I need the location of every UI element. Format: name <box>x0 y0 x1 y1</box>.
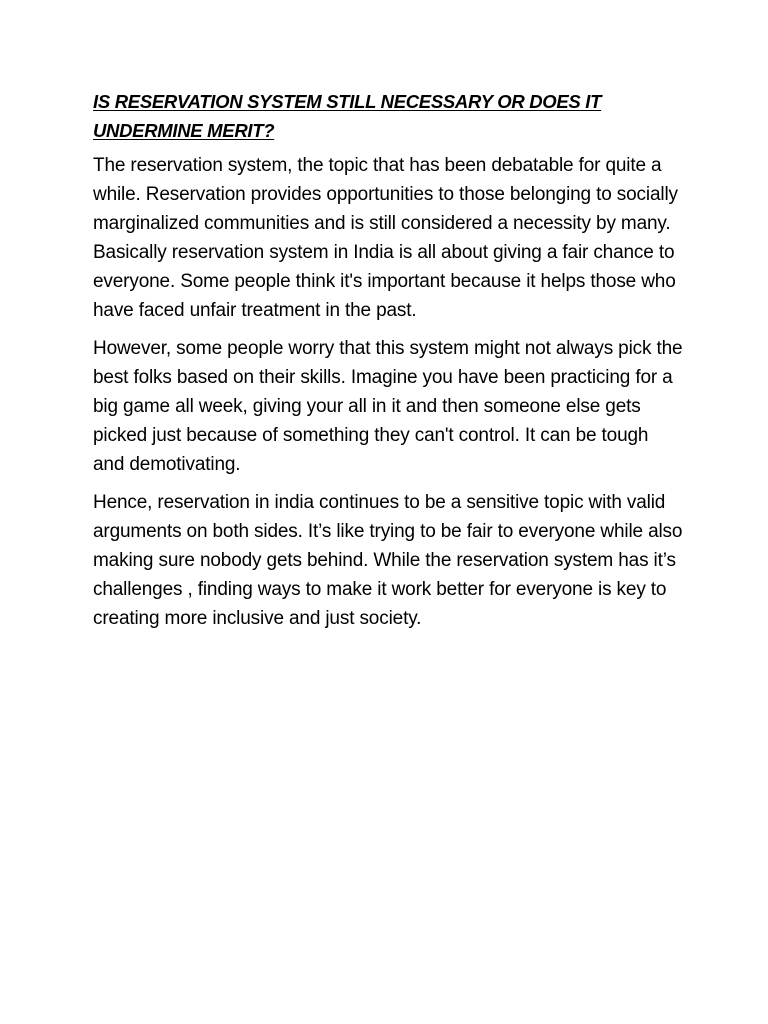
document-title: IS RESERVATION SYSTEM STILL NECESSARY OR DOES IT UNDERMINE MERIT? <box>93 91 602 141</box>
document-body <box>93 88 683 642</box>
paragraph-intro: The reservation system, the topic that has been debatable for quite a while. Reservation provides opportunities to those belonging to socially marginalized communities and is still considered a necessity by many. Basically reservation system in India is all about giving a fair chance to everyone. Some people think it's important because it helps those who have faced unfair treatment in the past. <box>93 155 678 321</box>
paragraph-concerns: However, some people worry that this system might not always pick the best folks based on their skills. Imagine you have been practicing for a big game all week, giving your all in it and then someone else gets picked just because of something they can't control. It can be tough and demotivating. <box>93 338 683 475</box>
paragraph-conclusion: Hence, reservation in india continues to be a sensitive topic with valid arguments on both sides. It’s like trying to be fair to everyone while also making sure nobody gets behind. While the reservation system has it’s challenges , finding ways to make it work better for everyone is key to creating more inclusive and just society. <box>93 492 683 629</box>
